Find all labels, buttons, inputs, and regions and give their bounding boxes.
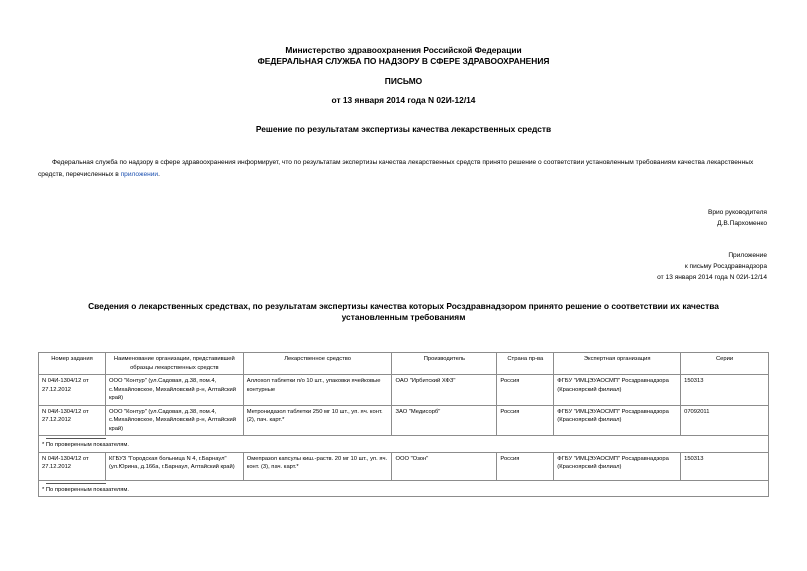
table-cell: ООО "Контур" (ул.Садовая, д.38, пом.4, с.Михайловское, Михайловский р-н, Алтайский край) xyxy=(105,375,243,406)
column-header: Производитель xyxy=(392,353,497,375)
table-row xyxy=(39,405,769,436)
table-footnote-cell xyxy=(39,480,769,497)
table-cell: N 04И-1304/12 от 27.12.2012 xyxy=(39,405,106,436)
document-subject: Решение по результатам экспертизы качества лекарственных средств xyxy=(255,124,552,134)
column-header: Лекарственное средство xyxy=(243,353,392,375)
footnote-text: * По проверенным показателям. xyxy=(42,442,129,448)
table-cell: ОАО "Ирбитский ХФЗ" xyxy=(392,375,497,406)
table-header-row xyxy=(39,353,769,375)
table-cell: ФГБУ "ИМЦЭУАОСМП" Росздравнадзора (Красноярский филиал) xyxy=(554,375,681,406)
table-cell: Аллохол таблетки п/о 10 шт., упаковки ячейковые контурные xyxy=(243,375,392,406)
appendix-label: Приложение xyxy=(728,252,767,259)
table-cell: ООО "Озон" xyxy=(392,452,497,480)
table-cell: ФГБУ "ИМЦЭУАОСМП" Росздравнадзора (Красноярский филиал) xyxy=(554,405,681,436)
signature-title: Врио руководителя xyxy=(707,209,767,216)
table-cell: ООО "Контур" (ул.Садовая, д.38, пом.4, с.Михайловское, Михайловский р-н, Алтайский край) xyxy=(105,405,243,436)
table-cell: Омепразол капсулы киш.-раств. 20 мг 10 шт., уп. яч. конт. (3), пач. карт.* xyxy=(243,452,392,480)
table-cell: 150313 xyxy=(681,375,769,406)
column-header: Номер задания xyxy=(39,353,106,375)
footnote-divider xyxy=(46,438,106,439)
table-footnote-row xyxy=(39,436,769,453)
body-text: Федеральная служба по надзору в сфере здравоохранения информирует, что по результатам экспертизы качества лекарственных средств принято решение о соответствии установленным требованиям качества лекарственных средств, перечисленных в xyxy=(38,159,754,178)
footnote-divider xyxy=(46,483,106,484)
service-name: ФЕДЕРАЛЬНАЯ СЛУЖБА ПО НАДЗОРУ В СФЕРЕ ЗДРАВООХРАНЕНИЯ xyxy=(257,56,550,66)
column-header: Страна пр-ва xyxy=(497,353,554,375)
column-header: Экспертная организация xyxy=(554,353,681,375)
body-text-end: . xyxy=(158,171,160,178)
appendix-title: Сведения о лекарственных средствах, по результатам экспертизы качества которых Росздравнадзором принято решение о соответствии их качества установленным требованиям xyxy=(88,301,719,322)
footnote-text: * По проверенным показателям. xyxy=(42,486,129,493)
table-footnote-row xyxy=(39,480,769,497)
appendix-link[interactable]: приложении xyxy=(120,171,159,178)
ministry-name: Министерство здравоохранения Российской Федерации xyxy=(285,45,522,55)
column-header: Наименование организации, представившей образцы лекарственных средств xyxy=(105,353,243,375)
column-header: Серии xyxy=(681,353,769,375)
table-cell: Россия xyxy=(497,452,554,480)
appendix-reference: к письму Росздравнадзора xyxy=(684,263,767,270)
document-date: от 13 января 2014 года N 02И-12/14 xyxy=(331,95,476,105)
table-cell: N 04И-1304/12 от 27.12.2012 xyxy=(39,452,106,480)
table-footnote-cell xyxy=(39,436,769,453)
table-row xyxy=(39,375,769,406)
table-cell: ЗАО "Медисорб" xyxy=(392,405,497,436)
table-cell: 07092011 xyxy=(681,405,769,436)
table-cell: КГБУЗ "Городская больница N 4, г.Барнаул" (ул.Юрина, д.166а, г.Барнаул, Алтайский край) xyxy=(105,452,243,480)
body-paragraph xyxy=(38,157,769,181)
table-cell: Россия xyxy=(497,375,554,406)
table-cell: 150313 xyxy=(681,452,769,480)
appendix-date: от 13 января 2014 года N 02И-12/14 xyxy=(657,274,767,281)
table-cell: Метронидазол таблетки 250 мг 10 шт., уп. яч. конт. (2), пач. карт.* xyxy=(243,405,392,436)
table-row xyxy=(39,452,769,480)
document-type: ПИСЬМО xyxy=(384,76,423,86)
table-cell: N 04И-1304/12 от 27.12.2012 xyxy=(39,375,106,406)
table-cell: Россия xyxy=(497,405,554,436)
drug-table xyxy=(38,352,769,497)
signature-name: Д.В.Пархоменко xyxy=(717,220,767,227)
table-cell: ФГБУ "ИМЦЭУАОСМП" Росздравнадзора (Красноярский филиал) xyxy=(554,452,681,480)
